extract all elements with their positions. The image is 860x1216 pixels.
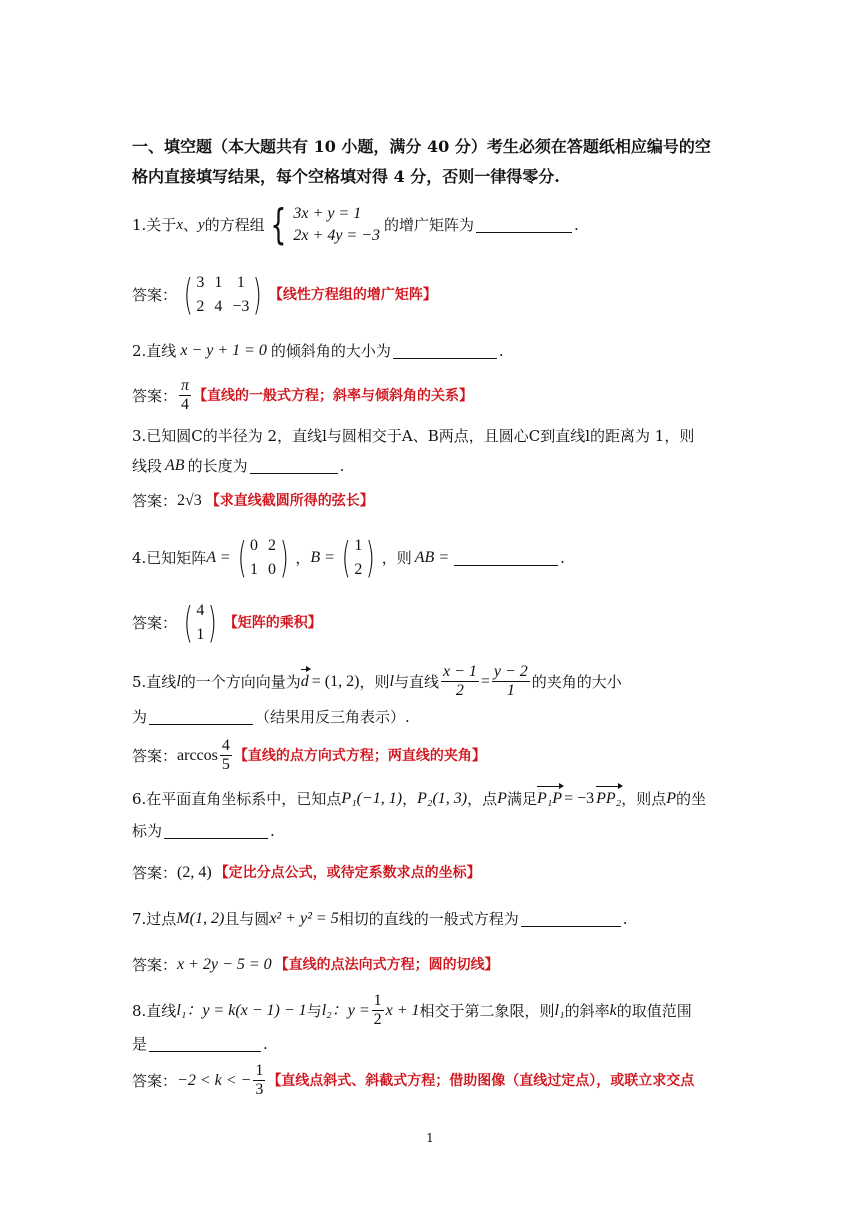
answer-4: 答案： ( 4 1 ) 【矩阵的乘积】 — [132, 598, 322, 647]
heading-line-1: 一、填空题（本大题共有 10 小题，满分 40 分）考生必须在答题纸相应编号的空 — [132, 137, 711, 156]
system-brace: { — [270, 200, 287, 249]
matrix-cell: 2 — [196, 298, 205, 315]
answer-1: 答案： ( 3 1 1 2 4 −3 ) 【线性方程组的增广矩阵】 — [132, 270, 437, 319]
answer-3: 答案： 2√3 【求直线截圆所得的弦长】 — [132, 492, 374, 510]
question-2: 2.直线 x − y + 1 = 0 的倾斜角的大小为 . — [132, 342, 504, 360]
section-heading — [132, 132, 732, 192]
equation-system: 3x + y = 1 2x + 4y = −3 — [293, 205, 381, 244]
matrix-cell: 2 — [354, 561, 363, 578]
answer-blank-5[interactable] — [149, 710, 253, 725]
answer-blank-7[interactable] — [521, 912, 621, 927]
matrix-cell: 0 — [249, 537, 258, 554]
matrix-cell: −3 — [232, 298, 250, 315]
topic-tag-2: 【直线的一般式方程；斜率与倾斜角的关系】 — [193, 387, 474, 404]
matrix-cell: 3 — [196, 274, 205, 291]
vector-P1P: P₁P — [537, 788, 562, 810]
answer-blank-6[interactable] — [164, 824, 268, 839]
answer-2: 答案： $\frac{\pi}{4}$ 【直线的一般式方程；斜率与倾斜角的关系】 — [132, 377, 474, 413]
matrix-cell: 1 — [196, 626, 205, 643]
answer-blank-1[interactable] — [476, 218, 572, 233]
topic-tag-7: 【直线的点法向式方程；圆的切线】 — [274, 957, 499, 973]
answer-blank-4[interactable] — [454, 551, 558, 566]
question-7: 7.过点 M(1, 2) 且与圆 x² + y² = 5 相切的直线的一般式方程为 . — [132, 910, 628, 928]
matrix-cell: 1 — [249, 561, 258, 578]
topic-tag-1: 【线性方程组的增广矩阵】 — [268, 287, 437, 303]
question-5-line-2: 为 （结果用反三角表示）. — [132, 708, 410, 726]
matrix-cell: 4 — [196, 602, 205, 619]
matrix-cell: 1 — [354, 537, 363, 554]
topic-tag-5: 【直线的点方向式方程；两直线的夹角】 — [233, 747, 486, 764]
augmented-matrix: ( 3 1 1 2 4 −3 ) — [183, 270, 263, 319]
direction-vector: d — [301, 671, 309, 693]
question-4: 4.已知矩阵 A = ( 0 2 1 0 ) ， B = ( 1 2 ) ，则 AB = . — [132, 533, 565, 582]
answer-fraction-2: $\frac{\pi}{4}$ — [181, 377, 190, 413]
matrix-B: ( 1 2 ) — [341, 533, 376, 582]
question-5: 5.直线 l 的一个方向向量为 d = (1, 2) ，则 l 与直线 $\frac{x - 1}{2}$ = $\frac{y - 2}{1}$ 的夹角的大小 — [132, 663, 622, 699]
topic-tag-8: 【直线点斜式、斜截式方程；借助图像（直线过定点），或联立求交点 — [267, 1072, 695, 1089]
answer-8: 答案： −2 < k < − $\frac{1}{3}$ 【直线点斜式、斜截式方程；借助图像（直线过定点），或联立求交点 — [132, 1062, 695, 1098]
matrix-A: ( 0 2 1 0 ) — [237, 533, 289, 582]
vector-PP2: PP₂ — [596, 788, 621, 810]
page-number: 1 — [426, 1131, 434, 1145]
question-1: 1.关于 x 、 y 的方程组 { 3x + y = 1 2x + 4y = −3 的增广矩阵为 . — [132, 200, 579, 249]
matrix-cell: 1 — [214, 274, 223, 291]
heading-line-2: 格内直接填写结果，每个空格填对得 4 分，否则一律得零分. — [132, 167, 560, 186]
topic-tag-6: 【定比分点公式，或待定系数求点的坐标】 — [214, 865, 481, 881]
question-3: 3.已知圆C的半径为 2，直线l与圆相交于A、B两点，且圆心C到直线l的距离为 1，则 线段 AB 的长度为 . — [132, 427, 695, 475]
matrix-cell: 1 — [236, 274, 245, 291]
answer-6: 答案： (2, 4) 【定比分点公式，或待定系数求点的坐标】 — [132, 864, 481, 882]
answer-matrix-4: ( 4 1 ) — [183, 598, 218, 647]
matrix-cell: 2 — [267, 537, 276, 554]
answer-blank-3[interactable] — [250, 459, 338, 474]
topic-tag-4: 【矩阵的乘积】 — [223, 615, 322, 631]
matrix-cell: 0 — [267, 561, 276, 578]
answer-5: 答案： arccos $\frac{4}{5}$ 【直线的点方向式方程；两直线的夹角】 — [132, 737, 486, 773]
answer-7: 答案： x + 2y − 5 = 0 【直线的点法向式方程；圆的切线】 — [132, 956, 499, 974]
answer-blank-2[interactable] — [393, 344, 497, 359]
question-6: 6.在平面直角坐标系中，已知点 P₁(−1, 1) ， P₂(1, 3) ，点 P 满足 P₁P = −3 PP₂ ，则点 P 的坐 标为 . — [132, 790, 707, 840]
answer-blank-8[interactable] — [149, 1037, 261, 1052]
topic-tag-3: 【求直线截圆所得的弦长】 — [205, 493, 374, 509]
matrix-cell: 4 — [214, 298, 223, 315]
question-8: 8.直线 l₁： y = k(x − 1) − 1 与 l₂： y = $\frac{1}{2}$ x + 1 相交于第二象限，则 l₁ 的斜率 k 的取值范围 是 . — [132, 992, 692, 1053]
